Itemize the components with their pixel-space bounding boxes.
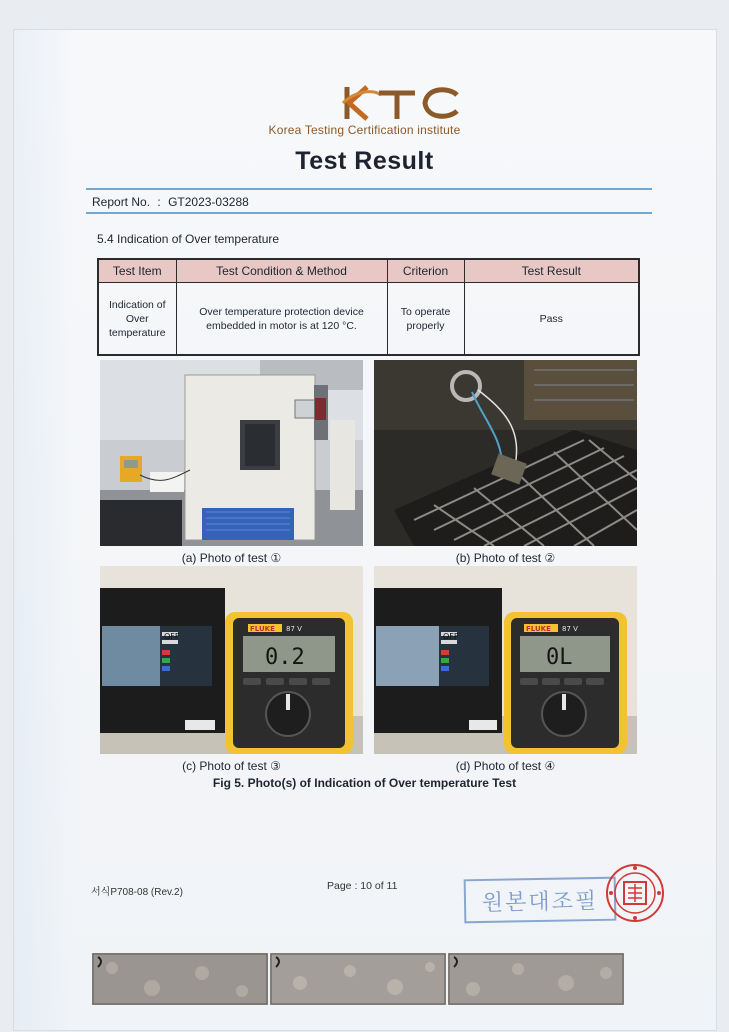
caption-photo-d: (d) Photo of test ④: [455, 759, 556, 773]
cell-test-item: Indication of Over temperature: [98, 283, 176, 356]
page-title: Test Result: [295, 147, 434, 175]
screen-label-c: OFF: [164, 632, 180, 641]
report-number-row: [92, 195, 253, 209]
photo-a: [100, 360, 363, 546]
report-separator: :: [157, 195, 161, 209]
header-test-condition: Test Condition & Method: [176, 259, 387, 283]
meter-brand-d: FLUKE: [526, 625, 551, 633]
cell-criterion: To operate properly: [387, 283, 464, 356]
divider-top: [86, 188, 652, 190]
page-number: Page : 10 of 11: [327, 880, 398, 892]
table-header-row: [98, 259, 639, 283]
caption-photo-c: (c) Photo of test ③: [182, 759, 281, 773]
cell-test-condition: Over temperature protection device embedded in motor is at 120 °C.: [176, 283, 387, 356]
section-heading: 5.4 Indication of Over temperature: [97, 232, 280, 246]
screen-label-d: OFF: [443, 632, 459, 641]
cell-test-result: Pass: [464, 283, 639, 356]
figure-caption: Fig 5. Photo(s) of Indication of Over temperature Test: [212, 776, 517, 790]
security-strip-2: [270, 953, 446, 1005]
official-seal-icon: [604, 862, 666, 924]
security-strip-1: [92, 953, 268, 1005]
header-criterion: Criterion: [387, 259, 464, 283]
header-test-result: Test Result: [464, 259, 639, 283]
meter-model-c: 87 V: [286, 625, 302, 633]
original-copy-stamp: 원본대조필: [464, 877, 617, 924]
photo-c: [100, 566, 363, 754]
meter-brand-c: FLUKE: [250, 625, 275, 633]
logo-subtitle: Korea Testing Certification institute: [268, 123, 461, 137]
caption-photo-b: (b) Photo of test ②: [455, 551, 556, 565]
result-table: [97, 258, 640, 356]
divider-bottom: [86, 212, 652, 214]
report-number: GT2023-03288: [168, 195, 249, 209]
meter-reading-d: 0L: [546, 645, 573, 670]
header-test-item: Test Item: [98, 259, 176, 283]
caption-photo-a: (a) Photo of test ①: [181, 551, 282, 565]
report-label: Report No.: [92, 195, 151, 209]
ktc-logo-icon: [333, 81, 463, 123]
meter-reading-c: 0.2: [265, 645, 305, 670]
photo-b: [374, 360, 637, 546]
table-row: [98, 283, 639, 356]
security-strip-3: [448, 953, 624, 1005]
photo-d: [374, 566, 637, 754]
form-code: 서식P708-08 (Rev.2): [91, 887, 183, 898]
meter-model-d: 87 V: [562, 625, 578, 633]
